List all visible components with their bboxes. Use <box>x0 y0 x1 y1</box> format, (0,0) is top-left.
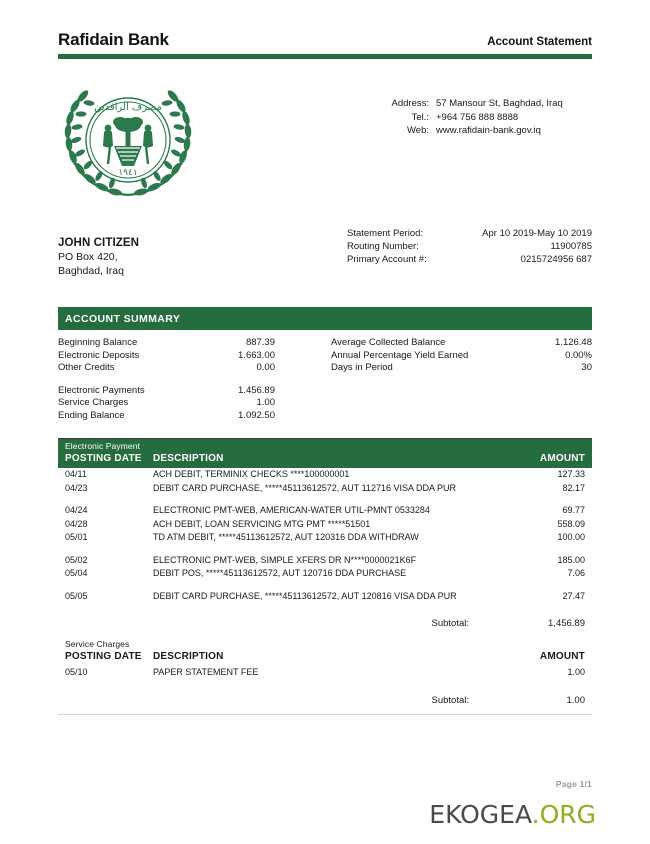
transaction-posting-date: 04/23 <box>65 482 88 493</box>
section-bottom-rule <box>58 714 592 715</box>
routing-number-value: 11900785 <box>550 241 592 252</box>
transaction-description: PAPER STATEMENT FEE <box>153 667 259 677</box>
transaction-row[interactable] <box>65 590 585 604</box>
subtotal-value: 1,456.89 <box>548 618 585 629</box>
summary-row <box>58 337 275 350</box>
summary-value: 1.092.50 <box>238 409 275 421</box>
account-summary-header <box>58 307 592 330</box>
masthead-divider <box>58 54 592 59</box>
transaction-row[interactable] <box>65 666 585 680</box>
watermark-secondary: .ORG <box>531 800 596 829</box>
summary-label: Beginning Balance <box>58 337 138 348</box>
contact-label: Address: <box>391 98 429 109</box>
transaction-row[interactable] <box>65 531 585 545</box>
summary-label: Days in Period <box>331 362 393 374</box>
transaction-amount: 1.00 <box>567 667 585 677</box>
service-charges-rows <box>58 666 592 680</box>
summary-row <box>331 337 592 350</box>
primary-account-label: Primary Account #: <box>347 254 427 265</box>
column-header-amount: AMOUNT <box>539 651 585 662</box>
contact-row <box>380 124 563 138</box>
statement-period-row <box>347 227 592 240</box>
watermark <box>429 800 596 829</box>
summary-label: Average Collected Balance <box>331 337 446 348</box>
customer-address-line-1: PO Box 420, <box>58 251 118 263</box>
transaction-description: ACH DEBIT, TERMINIX CHECKS ****100000001 <box>153 469 350 479</box>
transaction-description: TD ATM DEBIT, *****45113612572, AUT 120316 DDA WITHDRAW <box>153 532 419 542</box>
column-header-posting-date: POSTING DATE <box>65 453 142 464</box>
statement-meta-block <box>347 227 592 266</box>
transaction-amount: 558.09 <box>557 518 585 529</box>
column-header-description: DESCRIPTION <box>153 453 224 464</box>
service-charges-table-header <box>58 637 592 666</box>
transaction-amount: 127.33 <box>557 469 585 479</box>
bank-name: Rafidain Bank <box>58 30 169 49</box>
transaction-amount: 100.00 <box>557 532 585 542</box>
transaction-amount: 82.17 <box>562 482 585 493</box>
summary-value: 887.39 <box>245 337 275 348</box>
summary-value: 1.00 <box>256 397 275 409</box>
account-summary-section <box>58 307 592 423</box>
statement-period-value: Apr 10 2019-May 10 2019 <box>482 228 592 239</box>
statement-period-label: Statement Period: <box>347 228 424 239</box>
transaction-posting-date: 05/05 <box>65 590 88 601</box>
page-number: Page 1/1 <box>555 779 592 789</box>
summary-row <box>58 350 275 363</box>
transaction-posting-date: 05/02 <box>65 554 88 565</box>
contact-value[interactable]: www.rafidain-bank.gov.iq <box>436 125 541 136</box>
account-summary-title: ACCOUNT SUMMARY <box>65 312 181 325</box>
transaction-row[interactable] <box>65 567 585 581</box>
transaction-amount: 185.00 <box>557 554 585 565</box>
summary-label: Ending Balance <box>58 409 125 421</box>
logo-established-year: ١٩٤١ <box>118 168 138 178</box>
contact-row <box>380 111 563 125</box>
summary-value: 0.00 <box>256 362 275 374</box>
masthead <box>58 30 592 59</box>
logo-vase-motif <box>103 117 153 166</box>
contact-label: Web: <box>406 125 429 136</box>
summary-value: 1.456.89 <box>238 384 275 396</box>
electronic-payment-group-label: Electronic Payment <box>65 441 141 451</box>
transaction-amount: 7.06 <box>567 568 585 578</box>
primary-account-value: 0215724956 687 <box>520 254 592 265</box>
transaction-description: DEBIT CARD PURCHASE, *****45113612572, AUT 112716 VISA DDA PUR <box>153 482 456 493</box>
summary-row <box>58 397 275 410</box>
summary-row <box>58 385 275 398</box>
transaction-description: ELECTRONIC PMT-WEB, SIMPLE XFERS DR N****0000021K6F <box>153 554 417 565</box>
transaction-amount: 27.47 <box>562 590 585 601</box>
transaction-description: ACH DEBIT, LOAN SERVICING MTG PMT *****51501 <box>153 518 371 529</box>
electronic-payment-table-header <box>58 439 592 468</box>
transaction-posting-date: 04/11 <box>65 469 87 479</box>
contact-label: Tel.: <box>411 111 429 123</box>
summary-label: Annual Percentage Yield Earned <box>331 349 469 361</box>
service-charges-subtotal-row <box>65 694 585 707</box>
summary-label: Electronic Payments <box>58 384 145 396</box>
transaction-posting-date: 05/04 <box>65 568 88 578</box>
transaction-description: DEBIT CARD PURCHASE, *****45113612572, AUT 120816 VISA DDA PUR <box>153 590 457 601</box>
summary-label: Service Charges <box>58 397 129 409</box>
account-summary-right-column <box>325 337 592 423</box>
customer-address-block <box>58 236 139 278</box>
customer-name: JOHN CITIZEN <box>58 237 140 249</box>
summary-spacer <box>58 375 275 385</box>
routing-number-row <box>347 240 592 253</box>
summary-value: 1.126.48 <box>555 337 592 348</box>
customer-address-line-2: Baghdad, Iraq <box>58 265 124 277</box>
electronic-payment-rows <box>58 468 592 603</box>
transaction-posting-date: 05/10 <box>65 667 88 677</box>
bank-logo <box>58 82 198 202</box>
summary-value: 0.00% <box>565 349 592 361</box>
bank-contact-block <box>380 97 563 138</box>
transaction-row[interactable] <box>65 518 585 532</box>
transaction-row[interactable] <box>65 482 585 496</box>
primary-account-row <box>347 253 592 266</box>
summary-row <box>331 362 592 375</box>
column-header-description: DESCRIPTION <box>153 651 224 662</box>
logo-arabic-name: مصرف الرافدين <box>94 102 162 113</box>
electronic-payment-subtotal-row <box>65 617 585 630</box>
rafidain-emblem-icon <box>58 82 198 202</box>
service-charges-section <box>58 637 592 715</box>
service-charges-group-label: Service Charges <box>65 639 130 649</box>
column-header-posting-date: POSTING DATE <box>65 651 142 662</box>
transaction-row[interactable] <box>65 504 585 518</box>
transaction-row[interactable] <box>65 468 585 482</box>
summary-row <box>58 410 275 423</box>
summary-label: Other Credits <box>58 362 115 374</box>
routing-number-label: Routing Number: <box>347 241 419 252</box>
account-summary-left-column <box>58 337 325 423</box>
watermark-primary: EKOGEA <box>429 800 532 829</box>
transaction-posting-date: 05/01 <box>65 532 88 542</box>
contact-row <box>380 97 563 111</box>
summary-row <box>331 350 592 363</box>
column-header-amount: AMOUNT <box>539 453 585 464</box>
transaction-description: ELECTRONIC PMT-WEB, AMERICAN-WATER UTIL-PMNT 0533284 <box>153 505 430 515</box>
transaction-amount: 69.77 <box>562 505 585 515</box>
subtotal-value: 1.00 <box>566 694 585 706</box>
transaction-posting-date: 04/28 <box>65 518 88 529</box>
contact-value: 57 Mansour St, Baghdad, Iraq <box>436 98 563 109</box>
document-title: Account Statement <box>487 36 592 48</box>
contact-value: +964 756 888 8888 <box>436 111 519 123</box>
summary-label: Electronic Deposits <box>58 349 140 361</box>
summary-value: 30 <box>581 362 592 374</box>
transaction-row[interactable] <box>65 554 585 568</box>
contact-rows <box>380 97 563 138</box>
summary-row <box>58 362 275 375</box>
electronic-payment-section <box>58 438 592 638</box>
transaction-description: DEBIT POS, *****45113612572, AUT 120716 DDA PURCHASE <box>153 568 407 578</box>
subtotal-label: Subtotal: <box>431 618 469 629</box>
summary-value: 1.663.00 <box>238 349 275 361</box>
subtotal-label: Subtotal: <box>431 694 469 706</box>
transaction-posting-date: 04/24 <box>65 505 88 515</box>
